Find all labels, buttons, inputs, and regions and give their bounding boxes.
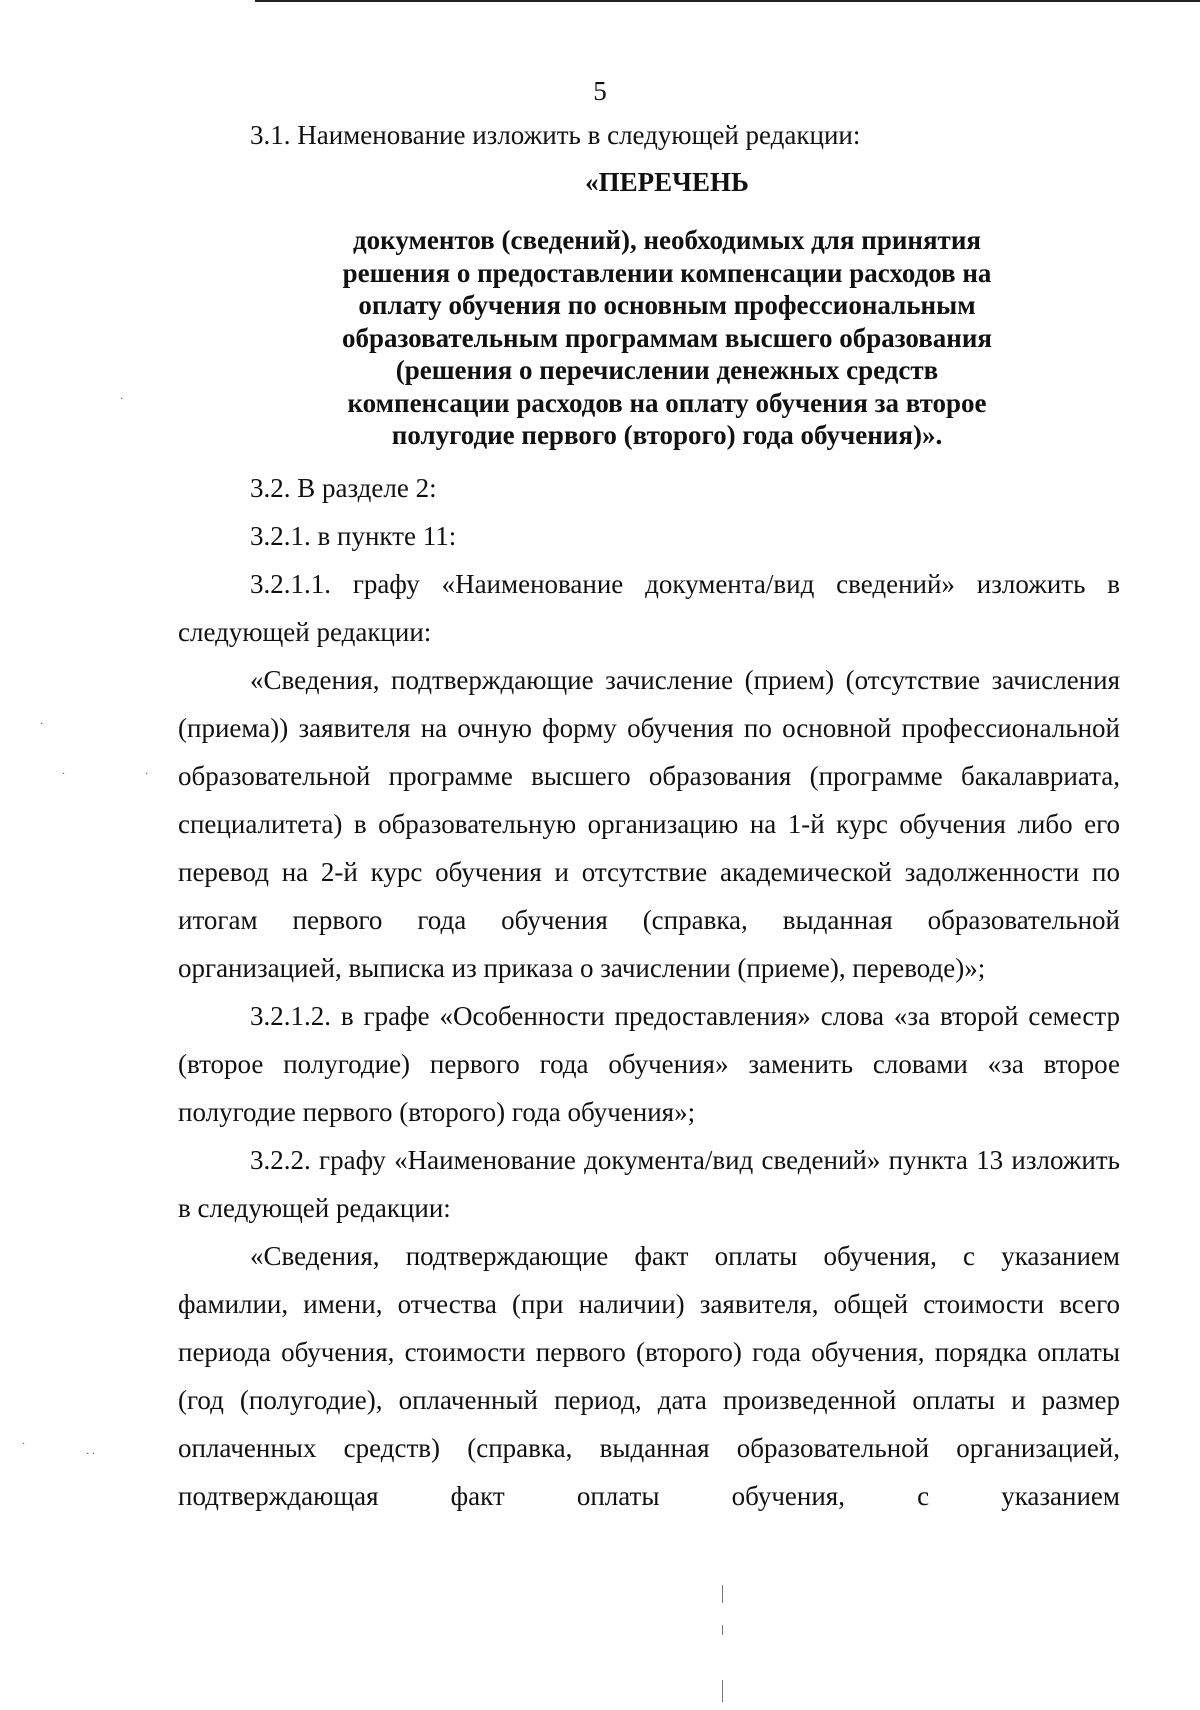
paragraph-3-2-2: 3.2.2. графу «Наименование документа/вид сведений» пункта 13 изложить в следующей редакции: (178, 1144, 1120, 1223)
paragraph-3-2-1-2: 3.2.1.2. в графе «Особенности предоставления» слова «за второй семестр (второе полугодие) первого года обучения» заменить словами «за второе полугодие первого (второго) года обучения»; (178, 1000, 1120, 1127)
heading-line: решения о предоставлении компенсации расходов на (342, 257, 992, 288)
heading-line: (решения о перечислении денежных средств (395, 355, 939, 385)
heading-line: оплату обучения по основным профессиональным (358, 290, 976, 320)
paragraph-3-2: 3.2. В разделе 2: (250, 472, 437, 503)
scan-border-line (255, 0, 1200, 2)
paragraph-3-2-1: 3.2.1. в пункте 11: (250, 520, 457, 551)
document-body (178, 114, 1120, 1520)
paragraph-3-2-1-1: 3.2.1.1. графу «Наименование документа/вид сведений» изложить в следующей редакции: (178, 568, 1120, 647)
heading-line: компенсации расходов на оплату обучения за второе (347, 387, 987, 418)
scan-speck: · (40, 719, 44, 730)
paragraph-3-1: 3.1. Наименование изложить в следующей редакции: (250, 120, 861, 150)
scan-artifact-line (722, 1680, 723, 1702)
scan-speck: · (62, 769, 66, 780)
page-number: 5 (593, 76, 607, 106)
list-heading-subtitle (178, 224, 1120, 452)
quoted-text-1: «Сведения, подтверждающие зачисление (прием) (отсутствие зачисления (приема)) заявителя на очную форму обучения по основной профессиональной образовательной программе высшего образования (программе бакалавриата, специалитета) в образовательную организацию на 1-й курс обучения либо его перевод на 2-й курс обучения и отсутствие академической задолженности по итогам первого года обучения (справка, выданная образовательной организацией, выписка из приказа о зачислении (приеме), переводе)»; (178, 664, 1120, 983)
scan-speck: · · (86, 1449, 96, 1460)
scan-speck: · (22, 1439, 26, 1450)
list-heading-title: «ПЕРЕЧЕНЬ (585, 167, 749, 197)
quoted-text-2: «Сведения, подтверждающие факт оплаты обучения, с указанием фамилии, имени, отчества (при наличии) заявителя, общей стоимости всего периода обучения, стоимости первого (второго) года обучения, порядка оплаты (год (полугодие), оплаченный период, дата произведенной оплаты и размер оплаченных средств) (справка, выданная образовательной организацией, подтверждающая факт оплаты обучения, с указанием (178, 1240, 1120, 1511)
heading-line: образовательным программам высшего образования (341, 322, 993, 353)
scan-speck: · (145, 769, 149, 780)
scan-artifact-line (722, 1585, 723, 1603)
scan-speck: · (120, 394, 124, 405)
scan-artifact-line (722, 1625, 723, 1635)
heading-line: документов (сведений), необходимых для принятия (353, 225, 981, 255)
heading-line: полугодие первого (второго) года обучения)». (391, 420, 943, 450)
